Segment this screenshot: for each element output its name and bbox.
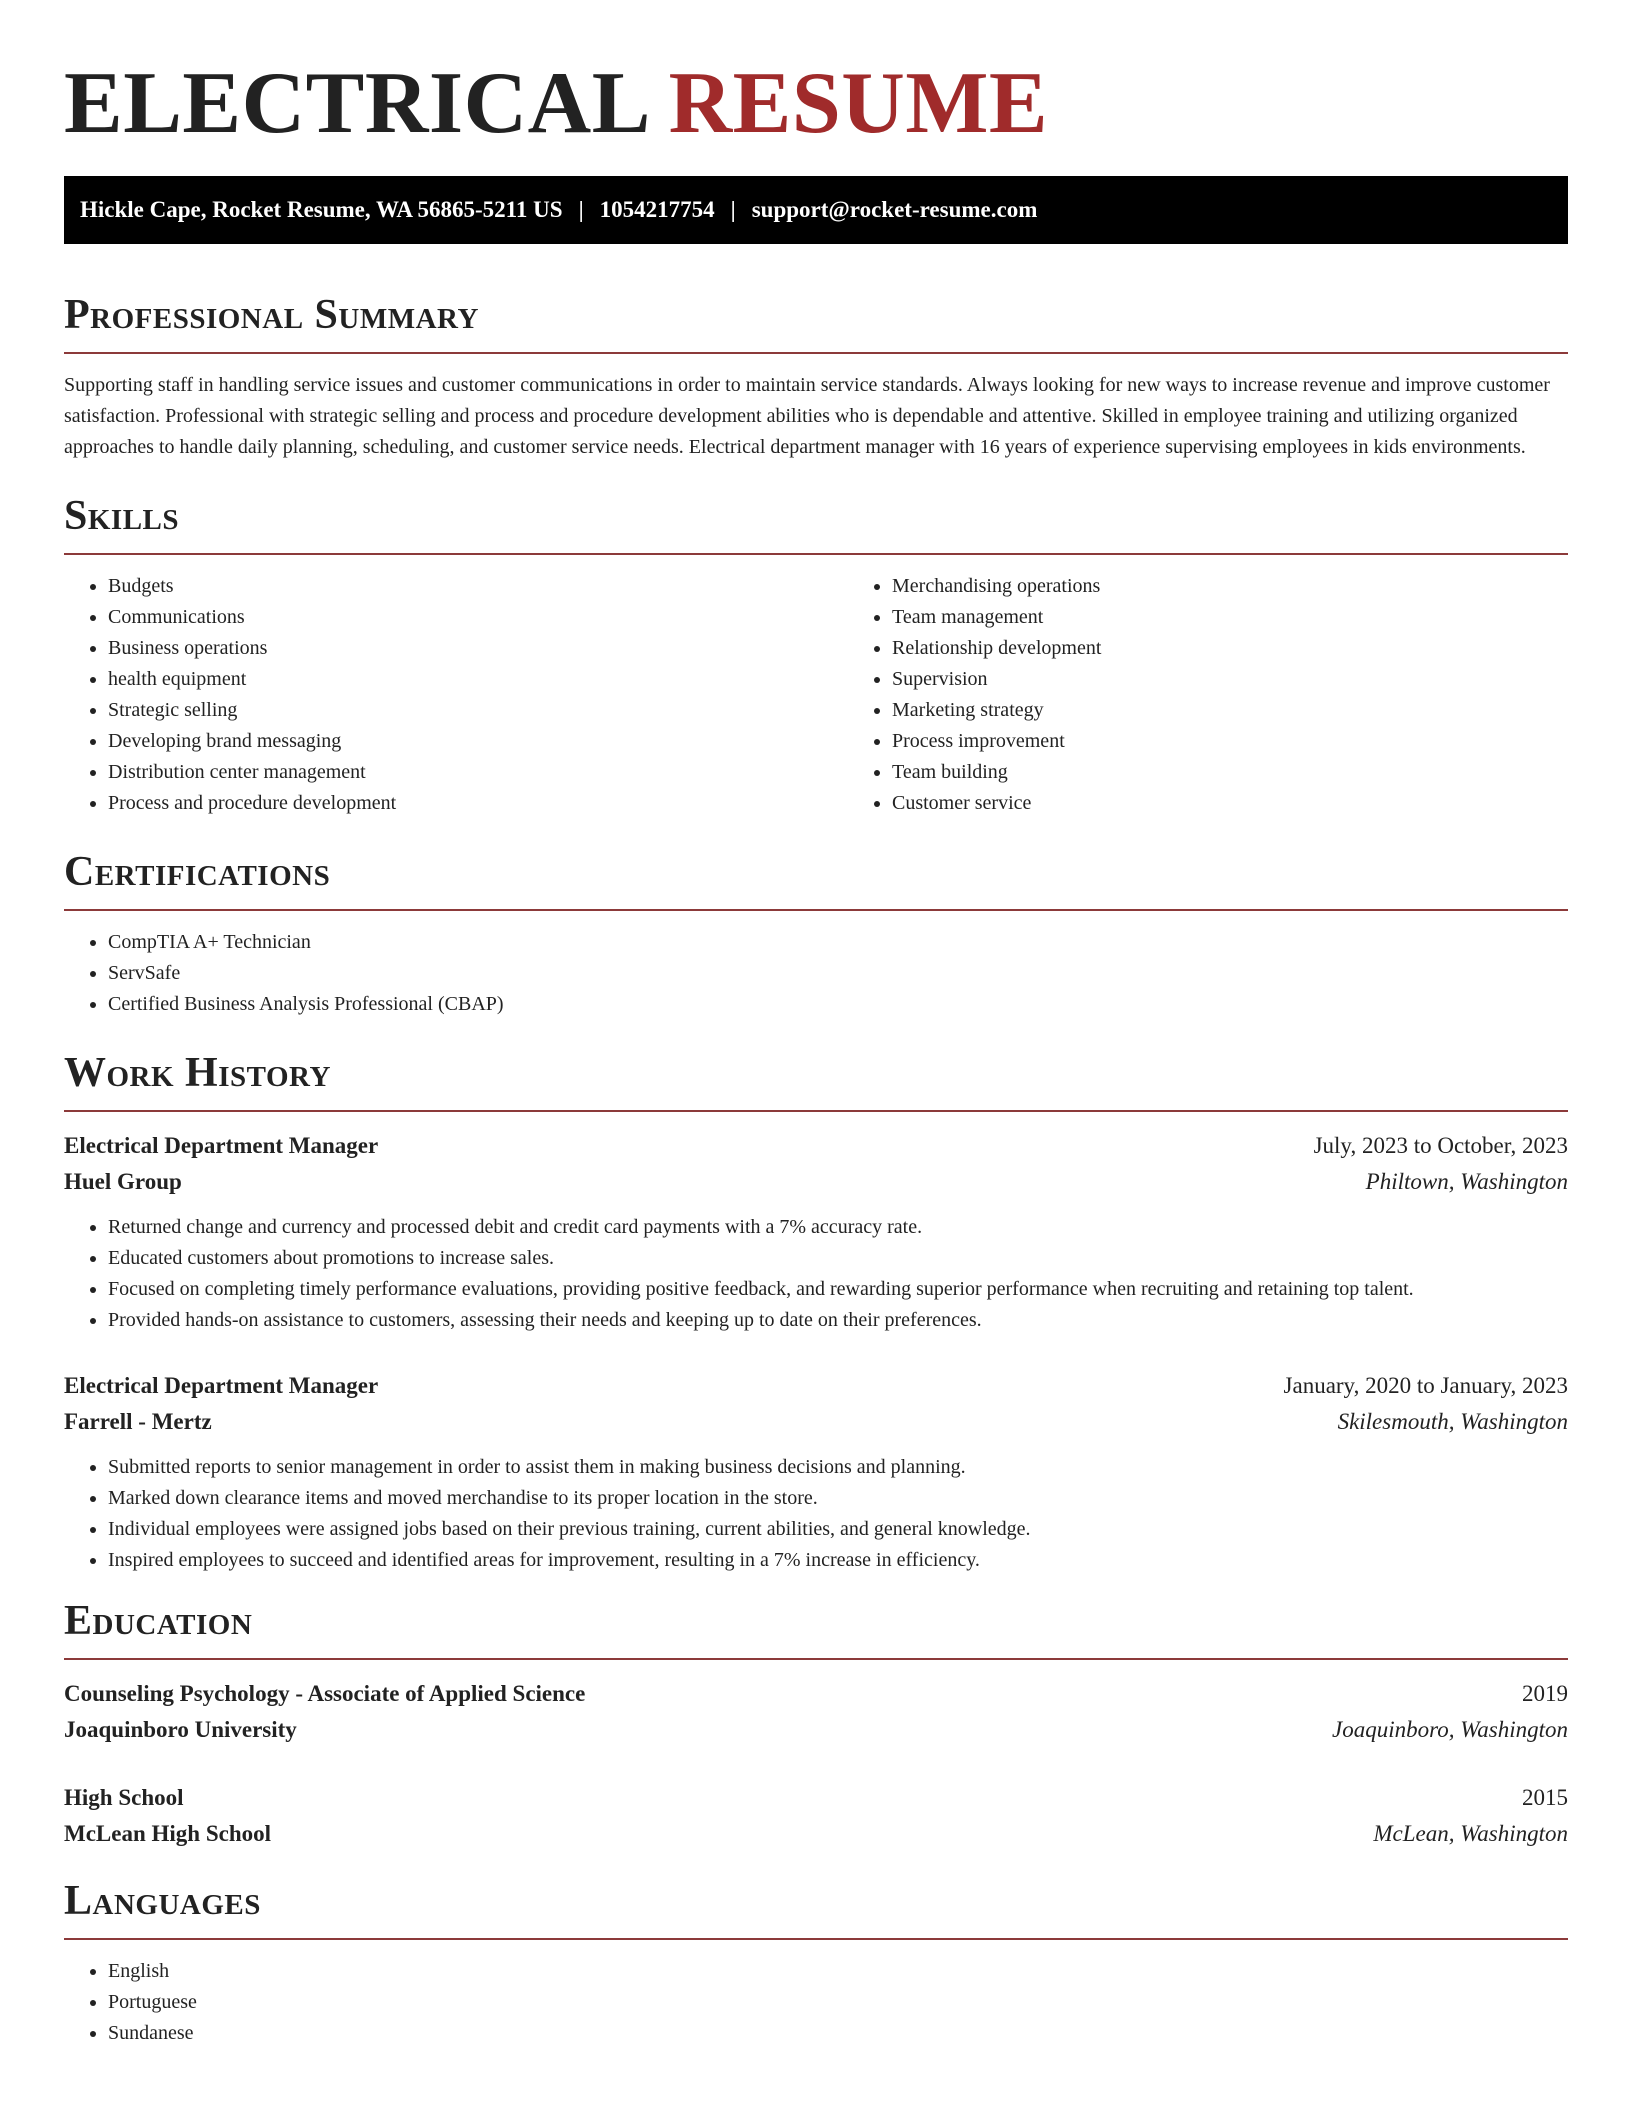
- certification-item: • CompTIA A+ Technician: [108, 927, 1568, 958]
- contact-address: Hickle Cape, Rocket Resume, WA 56865-5211 US: [80, 197, 563, 222]
- job-location: Skilesmouth, Washington: [1337, 1409, 1568, 1434]
- job-header-row: [64, 1368, 1568, 1404]
- job-bullet: • Inspired employees to succeed and identified areas for improvement, resulting in a 7% increase in efficiency.: [108, 1545, 1568, 1576]
- resume-name: [64, 0, 1568, 176]
- section-divider: [64, 909, 1568, 911]
- skill-item: • Relationship development: [892, 633, 1632, 664]
- job-location: Philtown, Washington: [1365, 1169, 1568, 1194]
- job-entry: [64, 1128, 1568, 1336]
- skill-item: • Customer service: [892, 788, 1632, 819]
- job-bullets: [64, 1212, 1568, 1336]
- section-divider: [64, 1938, 1568, 1940]
- certification-item: • ServSafe: [108, 958, 1568, 989]
- language-item: • Sundanese: [108, 2018, 1568, 2049]
- job-company: Farrell - Mertz: [64, 1409, 212, 1434]
- skill-item: • Strategic selling: [108, 695, 848, 726]
- language-item: • English: [108, 1956, 1568, 1987]
- job-bullet: • Provided hands-on assistance to customers, assessing their needs and keeping up to date on their preferences.: [108, 1305, 1568, 1336]
- job-company: Huel Group: [64, 1169, 182, 1194]
- languages-title: Languages: [64, 1878, 261, 1924]
- certifications-list: [64, 927, 1568, 1020]
- name-last: RESUME: [668, 55, 1049, 152]
- education-entry: [64, 1676, 1568, 1748]
- languages-section: [64, 1876, 1568, 2049]
- job-bullets: [64, 1452, 1568, 1576]
- contact-separator: |: [578, 197, 584, 222]
- contact-bar: [64, 176, 1568, 244]
- job-company-row: [64, 1404, 1568, 1440]
- summary-text: Supporting staff in handling service issues and customer communications in order to maintain service standards. Always looking for new ways to increase revenue and improve customer satisfaction. Professional with strategic selling and process and procedure development abilities who is dependable and attentive. Skilled in employee training and utilizing organized approaches to handle daily planning, scheduling, and customer service needs. Electrical department manager with 16 years of experience supervising employees in kids environments.: [64, 374, 1550, 458]
- job-bullet: • Marked down clearance items and moved merchandise to its proper location in the store.: [108, 1483, 1568, 1514]
- education-section: [64, 1596, 1568, 1852]
- job-bullet: • Educated customers about promotions to increase sales.: [108, 1243, 1568, 1274]
- skill-item: • Team management: [892, 602, 1632, 633]
- skill-item: • Developing brand messaging: [108, 726, 848, 757]
- certifications-section: [64, 847, 1568, 1020]
- job-bullet: • Submitted reports to senior management in order to assist them in making business decisions and planning.: [108, 1452, 1568, 1483]
- summary-section: [64, 290, 1568, 463]
- contact-email[interactable]: support@rocket-resume.com: [751, 197, 1038, 222]
- languages-list: [64, 1956, 1568, 2049]
- skills-list-left: [64, 571, 848, 819]
- language-item: • Portuguese: [108, 1987, 1568, 2018]
- education-school-row: [64, 1816, 1568, 1852]
- skills-title: Skills: [64, 493, 180, 539]
- education-degree: High School: [64, 1785, 184, 1810]
- certifications-title: Certifications: [64, 849, 331, 895]
- summary-title: Professional Summary: [64, 292, 479, 338]
- education-school: Joaquinboro University: [64, 1717, 297, 1742]
- skill-item: • health equipment: [108, 664, 848, 695]
- job-entry: [64, 1368, 1568, 1576]
- job-bullet: • Focused on completing timely performance evaluations, providing positive feedback, and rewarding superior performance when recruiting and retaining top talent.: [108, 1274, 1568, 1305]
- section-divider: [64, 352, 1568, 354]
- education-location: McLean, Washington: [1373, 1821, 1568, 1846]
- job-bullet: • Returned change and currency and processed debit and credit card payments with a 7% accuracy rate.: [108, 1212, 1568, 1243]
- skill-item: • Process and procedure development: [108, 788, 848, 819]
- job-header-row: [64, 1128, 1568, 1164]
- skill-item: • Marketing strategy: [892, 695, 1632, 726]
- job-dates: January, 2020 to January, 2023: [1283, 1373, 1568, 1398]
- section-divider: [64, 1110, 1568, 1112]
- education-school: McLean High School: [64, 1821, 272, 1846]
- education-degree-row: [64, 1780, 1568, 1816]
- certification-item: • Certified Business Analysis Professional (CBAP): [108, 989, 1568, 1020]
- skill-item: • Supervision: [892, 664, 1632, 695]
- job-title: Electrical Department Manager: [64, 1133, 379, 1158]
- contact-separator: |: [730, 197, 736, 222]
- education-title: Education: [64, 1598, 253, 1644]
- education-entry: [64, 1780, 1568, 1852]
- skill-item: • Merchandising operations: [892, 571, 1632, 602]
- education-year: 2019: [1522, 1681, 1568, 1706]
- section-divider: [64, 1658, 1568, 1660]
- job-company-row: [64, 1164, 1568, 1200]
- name-first: ELECTRICAL: [64, 55, 647, 152]
- skills-list-right: [848, 571, 1632, 819]
- skill-item: • Business operations: [108, 633, 848, 664]
- skill-item: • Budgets: [108, 571, 848, 602]
- skill-item: • Communications: [108, 602, 848, 633]
- education-degree-row: [64, 1676, 1568, 1712]
- job-bullet: • Individual employees were assigned jobs based on their previous training, current abilities, and general knowledge.: [108, 1514, 1568, 1545]
- skill-item: • Team building: [892, 757, 1632, 788]
- job-title: Electrical Department Manager: [64, 1373, 379, 1398]
- skill-item: • Process improvement: [892, 726, 1632, 757]
- work-history-title: Work History: [64, 1050, 331, 1096]
- contact-phone: 1054217754: [599, 197, 715, 222]
- job-dates: July, 2023 to October, 2023: [1313, 1133, 1568, 1158]
- section-divider: [64, 553, 1568, 555]
- education-year: 2015: [1522, 1785, 1568, 1810]
- skill-item: • Distribution center management: [108, 757, 848, 788]
- education-degree: Counseling Psychology - Associate of Applied Science: [64, 1681, 586, 1706]
- work-history-section: [64, 1048, 1568, 1576]
- education-school-row: [64, 1712, 1568, 1748]
- skills-columns: [64, 571, 1568, 819]
- education-location: Joaquinboro, Washington: [1332, 1717, 1568, 1742]
- skills-section: [64, 491, 1568, 819]
